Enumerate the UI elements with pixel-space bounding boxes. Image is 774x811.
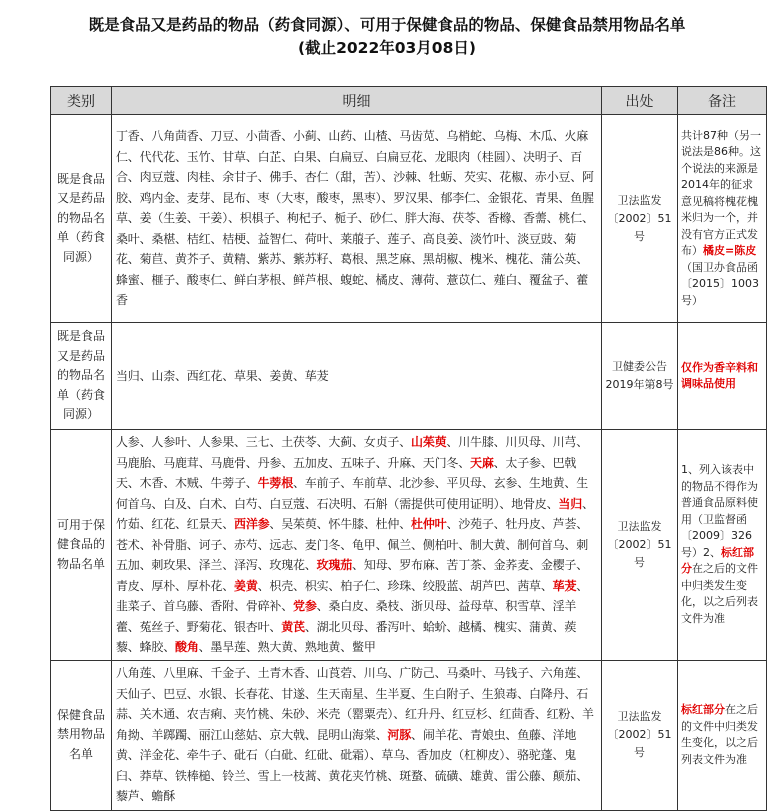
- source-cell: 卫健委公告2019年第8号: [602, 323, 678, 430]
- header-detail: 明细: [112, 87, 602, 115]
- category-cell: 既是食品又是药品的物品名单（药食同源）: [51, 115, 112, 323]
- highlight-text: 姜黄: [234, 578, 258, 593]
- text-segment: 、枳壳、枳实、柏子仁、珍珠、绞股蓝、胡芦巴、茜草、: [257, 578, 553, 593]
- table-header-row: [51, 87, 767, 115]
- header-source: 出处: [602, 87, 678, 115]
- text-segment: 、沙苑子、牡丹皮、芦荟、苍术、补骨脂、诃子、赤芍、远志、麦门冬、龟甲、佩兰、侧柏叶、制大黄、制何首乌、刺五加、刺玫果、泽兰、泽泻、玫瑰花、: [116, 517, 589, 572]
- highlight-text: 杜仲叶: [411, 517, 447, 531]
- note-cell: [678, 660, 767, 810]
- note-cell: [678, 430, 767, 661]
- header-category: 类别: [51, 87, 112, 115]
- highlight-text: 党参: [293, 599, 317, 613]
- title-line-1: 既是食品又是药品的物品（药食同源）、可用于保健食品的物品、保健食品禁用物品名单: [88, 16, 686, 34]
- highlight-text: 西洋参: [234, 517, 270, 531]
- highlight-text: 玫瑰茄: [316, 558, 353, 572]
- text-segment: 、桑白皮、桑枝、浙贝母、益母草、积雪草、淫羊藿、菟丝子、野菊花、银杏叶、: [116, 599, 577, 634]
- source-cell: 卫法监发〔2002〕51号: [602, 115, 678, 323]
- table-row: [51, 115, 767, 323]
- source-cell: 卫法监发〔2002〕51号: [602, 430, 678, 661]
- text-segment: 、湖北贝母、番泻叶、蛤蚧、越橘、槐实、蒲黄、蒺藜、蜂胶、: [116, 619, 577, 654]
- highlight-text: 当归: [558, 496, 583, 511]
- text-segment: 八角莲、八里麻、千金子、土青木香、山莨菪、川乌、广防己、马桑叶、马钱子、六角莲、天仙子、巴豆、水银、长春花、甘遂、生天南星、生半夏、生白附子、生狼毒、白降丹、石蒜、关木通、农吉痢、夹竹桃、朱砂、米壳（罂粟壳）、红升丹、红豆杉、红茴香、红粉、羊角拗、羊踯躅、丽江山慈姑、京大戟、昆明山海棠、: [116, 666, 594, 742]
- highlight-text: 黄芪: [281, 619, 305, 634]
- header-note: 备注: [678, 87, 767, 115]
- text-segment: 、川牛膝、川贝母、川芎、马鹿胎、马鹿茸、马鹿骨、丹参、五加皮、五味子、升麻、天门冬、: [116, 435, 589, 470]
- detail-cell: [112, 660, 602, 810]
- highlight-text: 天麻: [470, 455, 494, 470]
- source-cell: 卫法监发〔2002〕51号: [602, 660, 678, 810]
- text-segment: 2、: [703, 545, 721, 559]
- text-segment: 、竹茹、红花、红景天、: [116, 496, 594, 531]
- highlight-text: 荜茇: [552, 578, 577, 593]
- page-title: [0, 14, 774, 60]
- highlight-text: 山茱萸: [411, 435, 447, 449]
- text-segment: 1、列入该表中的物品不得作为普通食品原料使用（卫监督函〔2009〕326号）: [681, 463, 758, 559]
- text-segment: 人参、人参叶、人参果、三七、土茯苓、大蓟、女贞子、: [116, 435, 412, 449]
- highlight-text: 橘皮=陈皮: [703, 244, 757, 258]
- table-row: [51, 430, 767, 661]
- title-line-2: (截止2022年03月08日): [298, 39, 476, 57]
- text-segment: 丁香、八角茴香、刀豆、小茴香、小蓟、山药、山楂、马齿苋、乌梢蛇、乌梅、木瓜、火麻仁、代代花、玉竹、甘草、白芷、白果、白扁豆、白扁豆花、龙眼肉（桂圆）、决明子、百合、肉豆蔻、肉桂、余甘子、佛手、杏仁（甜，苦）、沙棘、牡蛎、芡实、花椒、赤小豆、阿胶、鸡内金、麦芽、昆布、枣（大枣，酸枣，黑枣）、罗汉果、郁李仁、金银花、青果、鱼腥草、姜（生姜、干姜）、枳椇子、枸杞子、栀子、砂仁、胖大海、茯苓、香橼、香薷、桃仁、桑叶、桑椹、桔红、桔梗、益智仁、荷叶、莱菔子、莲子、高良姜、淡竹叶、淡豆豉、菊花、菊苣、黄芥子、黄精、紫苏、紫苏籽、葛根、黑芝麻、黑胡椒、槐米、槐花、蒲公英、蜂蜜、榧子、酸枣仁、鲜白茅根、鲜芦根、蝮蛇、橘皮、薄荷、薏苡仁、薤白、覆盆子、藿香: [116, 129, 594, 308]
- note-cell: [678, 115, 767, 323]
- text-segment: （国卫办食品函〔2015〕1003号）: [681, 260, 759, 307]
- detail-cell: [112, 323, 602, 430]
- category-cell: 保健食品禁用物品名单: [51, 660, 112, 810]
- list-table: [50, 86, 767, 811]
- text-segment: 共计87种（另一说法是86种。这个说法的来源是2014年的征求意见稿将槐花槐米归为一个，并没有官方正式发布）: [681, 128, 761, 258]
- text-segment: 在之后的文件中归类发生变化，以之后列表文件为准: [681, 703, 758, 766]
- detail-cell: [112, 430, 602, 661]
- category-cell: 可用于保健食品的物品名单: [51, 430, 112, 661]
- text-segment: 、韭菜子、首乌藤、香附、骨碎补、: [116, 578, 589, 613]
- text-segment: 当归、山柰、西红花、草果、姜黄、荜茇: [116, 368, 329, 383]
- table-row: [51, 323, 767, 430]
- highlight-text: 标红部分: [681, 703, 725, 716]
- highlight-text: 仅作为香辛料和调味品使用: [681, 360, 758, 390]
- text-segment: 在之后的文件中归类发生变化，以之后列表文件为准: [681, 562, 758, 625]
- note-cell: [678, 323, 767, 430]
- text-segment: 、吴茱萸、怀牛膝、杜仲、: [269, 517, 412, 531]
- highlight-text: 河豚: [387, 727, 412, 742]
- detail-cell: [112, 115, 602, 323]
- text-segment: 、闹羊花、青娘虫、鱼藤、洋地黄、洋金花、牵牛子、砒石（白砒、红砒、砒霜）、草乌、香加皮（杠柳皮）、骆驼蓬、鬼臼、莽草、铁棒槌、铃兰、雪上一枝蒿、黄花夹竹桃、斑蝥、硫磺、雄黄、雷公藤、颠茄、藜芦、蟾酥: [116, 727, 589, 804]
- text-segment: 、墨旱莲、熟大黄、熟地黄、鳖甲: [198, 640, 376, 654]
- text-segment: 、知母、罗布麻、苦丁茶、金荞麦、金樱子、青皮、厚朴、厚朴花、: [116, 558, 589, 593]
- text-segment: 、车前子、车前草、北沙参、平贝母、玄参、生地黄、生何首乌、白及、白术、白芍、白豆蔻、石决明、石斛（需提供可使用证明）、地骨皮、: [116, 476, 589, 511]
- highlight-text: 标红部分: [681, 545, 754, 576]
- highlight-text: 酸角: [175, 640, 199, 654]
- text-segment: 、太子参、巴戟天、木香、木贼、牛蒡子、: [116, 455, 577, 490]
- highlight-text: 牛蒡根: [257, 476, 294, 490]
- table-row: [51, 660, 767, 810]
- category-cell: 既是食品又是药品的物品名单（药食同源）: [51, 323, 112, 430]
